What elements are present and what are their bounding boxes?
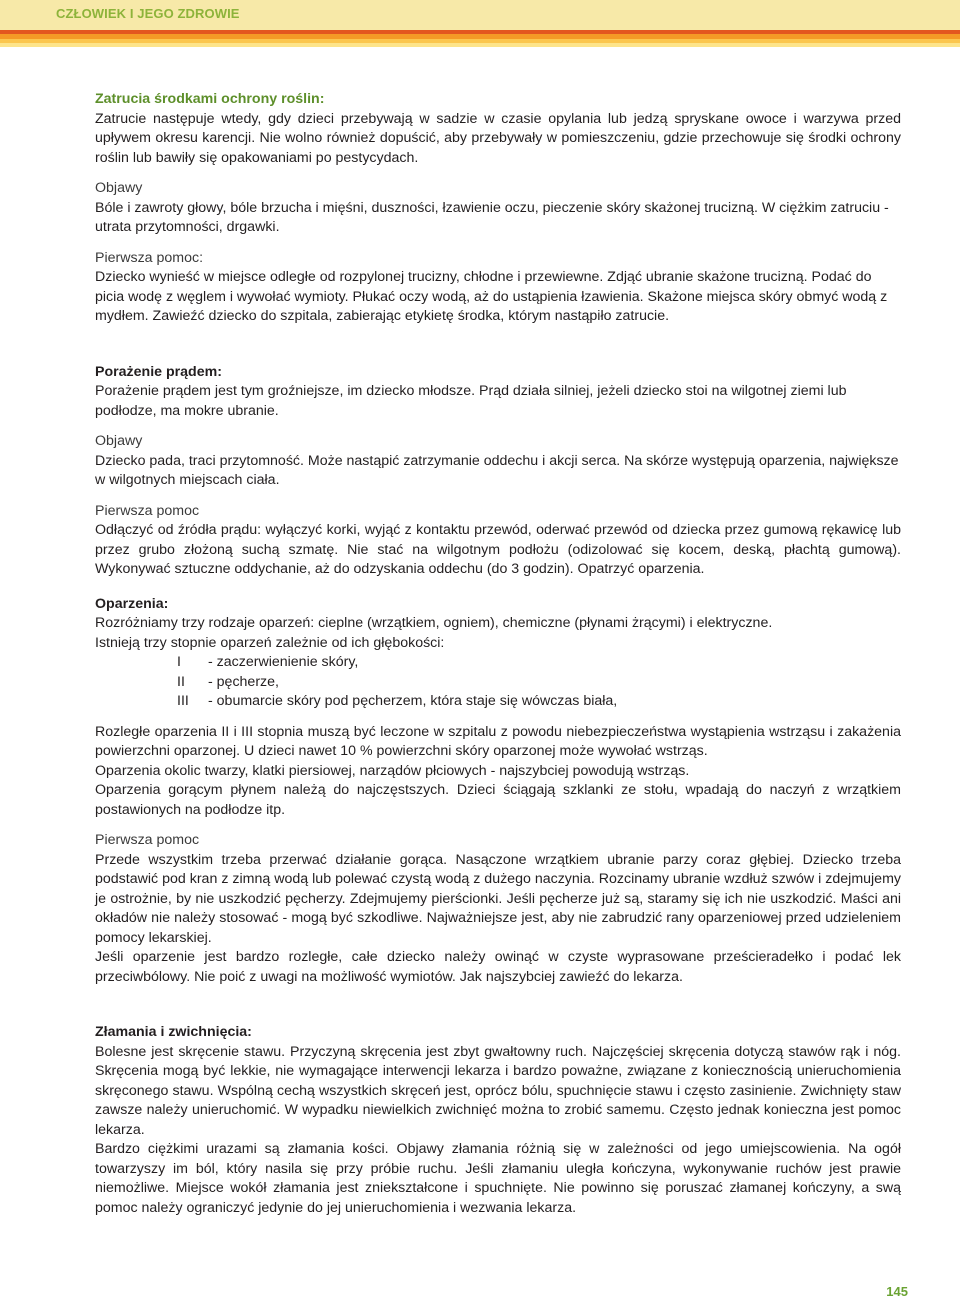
symptoms-label: Objawy: [95, 433, 143, 449]
first-aid-label: Pierwsza pomoc: [95, 502, 200, 519]
symptoms-text: Bóle i zawroty głowy, bóle brzucha i mięśni, duszności, łzawienie oczu, pieczenie skóry skażonej trucizną. W ciężkim zatruciu - utrata przytomności, drgawki.: [95, 199, 889, 235]
first-aid-text-extensive: Jeśli oparzenie jest bardzo rozległe, całe dziecko należy owinąć w czyste wyprasowane prześcieradełko i podać lek przeciwbólowy. Nie poić z uwagi na możliwość wymiotów. Jak najszybciej zawieźć do lekarza.: [95, 949, 901, 985]
header-stripe-yellow: [0, 43, 960, 47]
page-number: 145: [886, 1284, 908, 1299]
list-item: [177, 653, 901, 673]
degree-description: - zaczerwienienie skóry,: [208, 654, 359, 670]
burns-details-shock: Oparzenia okolic twarzy, klatki piersiowej, narządów płciowych - najszybciej powodują wstrząs.: [95, 762, 690, 779]
burn-degree-list: [177, 653, 901, 712]
section-title: Porażenie prądem:: [95, 363, 222, 380]
section-intro: Porażenie prądem jest tym groźniejsze, im dziecko młodsze. Prąd działa silniej, jeżeli dziecko stoi na wilgotnej ziemi lub podłodze, ma mokre ubranie.: [95, 383, 847, 419]
section-burns: [95, 595, 901, 988]
degree-description: - pęcherze,: [208, 673, 279, 690]
list-item: [177, 692, 901, 712]
section-title: Oparzenia:: [95, 595, 169, 612]
burns-details-hospital: Rozległe oparzenia II i III stopnia muszą być leczone w szpitalu z powodu niebezpieczeństwa wystąpienia wstrząsu i zakażenia powierzchni oparzonej. U dzieci nawet 10 % powierzchni skóry oparzonej może wywołać wstrząs.: [95, 723, 901, 759]
list-item: [177, 673, 901, 693]
burns-details-liquid: Oparzenia gorącym płynem należą do najczęstszych. Dzieci ściągają szklanki ze stołu, wpadają do naczyń z wrzątkiem postawionych na podłodze itp.: [95, 782, 901, 818]
section-fractures: [95, 1023, 901, 1218]
symptoms-text: Dziecko pada, traci przytomność. Może nastąpić zatrzymanie oddechu i akcji serca. Na skórze występują oparzenia, największe w wilgotnych miejscach ciała.: [95, 452, 899, 488]
section-title: Złamania i zwichnięcia:: [95, 1024, 252, 1040]
symptoms-label: Objawy: [95, 180, 143, 196]
degree-number: III: [177, 693, 189, 709]
degree-number: I: [177, 654, 181, 670]
running-header-title: CZŁOWIEK I JEGO ZDROWIE: [56, 6, 240, 21]
sprains-paragraph: Bolesne jest skręcenie stawu. Przyczyną skręcenia jest zbyt gwałtowny ruch. Najczęściej skręcenia dotyczą stawów rąk i nóg. Skręcenia mogą być lekkie, nie wymagające interwencji lekarza i bardzo poważne, związane z koniecznością unieruchomienia skręconego stawu. Wspólną cechą wszystkich skręceń jest, oprócz bólu, spuchnięcie stawu i często zasinienie. Zwichnięty staw zawsze należy unieruchomić. W wypadku niewielkich zwichnięć można to zrobić samemu. Często jednak konieczna jest pomoc lekarza.: [95, 1043, 901, 1138]
first-aid-text: Dziecko wynieść w miejsce odległe od rozpylonej trucizny, chłodne i przewiewne. Zdjąć ubranie skażone trucizną. Podać do picia wodę z węglem i wywołać wymioty. Płukać oczy wodą, aż do ustąpienia łzawienia. Skażone miejsca skóry obmyć wodą z mydłem. Zawieźć dziecko do szpitala, zabierając etykietę środka, którym nastąpiło zatrucie.: [95, 269, 888, 324]
section-title: Zatrucia środkami ochrony roślin:: [95, 91, 325, 107]
fractures-paragraph: Bardzo ciężkimi urazami są złamania kości. Objawy złamania różnią się w zależności od jego umiejscowienia. Na ogół towarzyszy im ból, który nasila się przy próbie ruchu. Jeśli złamaniu uległa kończyna, wykonywanie ruchów jest prawie niemożliwe. Miejsce wokół złamania jest zniekształcone i spuchnięte. Nie powinno się poruszać złamanej kończyny, a swą pomoc należy ograniczyć jedynie do jej unieruchomienia i wezwania lekarza.: [95, 1141, 901, 1216]
first-aid-text: Odłączyć od źródła prądu: wyłączyć korki, wyjąć z kontaktu przewód, oderwać przewód od dziecka przez gumową rękawicę lub przez grubo złożoną suchą szmatę. Nie stać na wilgotnym podłożu (odizolować się kocem, deską, płachtą gumową). Wykonywać sztuczne oddychanie, aż do odzyskania oddechu (do 3 godzin). Opatrzyć oparzenia.: [95, 522, 901, 577]
degree-description: - obumarcie skóry pod pęcherzem, która staje się wówczas biała,: [208, 693, 618, 709]
section-electric-shock: [95, 363, 901, 580]
section-intro: Zatrucie następuje wtedy, gdy dzieci przebywają w sadzie w czasie opylania lub jedzą spryskane owoce i warzywa przed upływem okresu karencji. Nie wolno również dopuścić, aby przebywały w pomieszczeniu, gdzie przechowuje się środki ochrony roślin lub bawiły się opakowaniami po pestycydach.: [95, 110, 901, 166]
first-aid-label: Pierwsza pomoc: [95, 832, 200, 848]
page-content: [95, 90, 901, 1218]
burns-intro-degrees: Istnieją trzy stopnie oparzeń zależnie od ich głębokości:: [95, 634, 445, 651]
first-aid-text: Przede wszystkim trzeba przerwać działanie gorąca. Nasączone wrzątkiem ubranie parzy coraz głębiej. Dziecko trzeba podstawić pod kran z zimną wodą lub polewać czystą wodą z dużego naczynia. Rozcinamy ubranie wzdłuż szwów i zdejmujemy je ostrożnie, by nie uszkodzić pęcherzy. Zdejmujemy pierścionki. Jeśli pęcherze już są, staramy się ich nie uszkodzić. Maści ani okładów nie należy stosować - mogą być szkodliwe. Najważniejsze jest, aby nie zabrudzić rany oparzeniowej przed udzieleniem pomocy lekarskiej.: [95, 851, 901, 946]
section-poisoning: [95, 90, 901, 327]
first-aid-label: Pierwsza pomoc:: [95, 249, 204, 266]
burns-intro-types: Rozróżniamy trzy rodzaje oparzeń: cieplne (wrzątkiem, ogniem), chemiczne (płynami żrącymi) i elektryczne.: [95, 615, 773, 631]
degree-number: II: [177, 673, 185, 690]
